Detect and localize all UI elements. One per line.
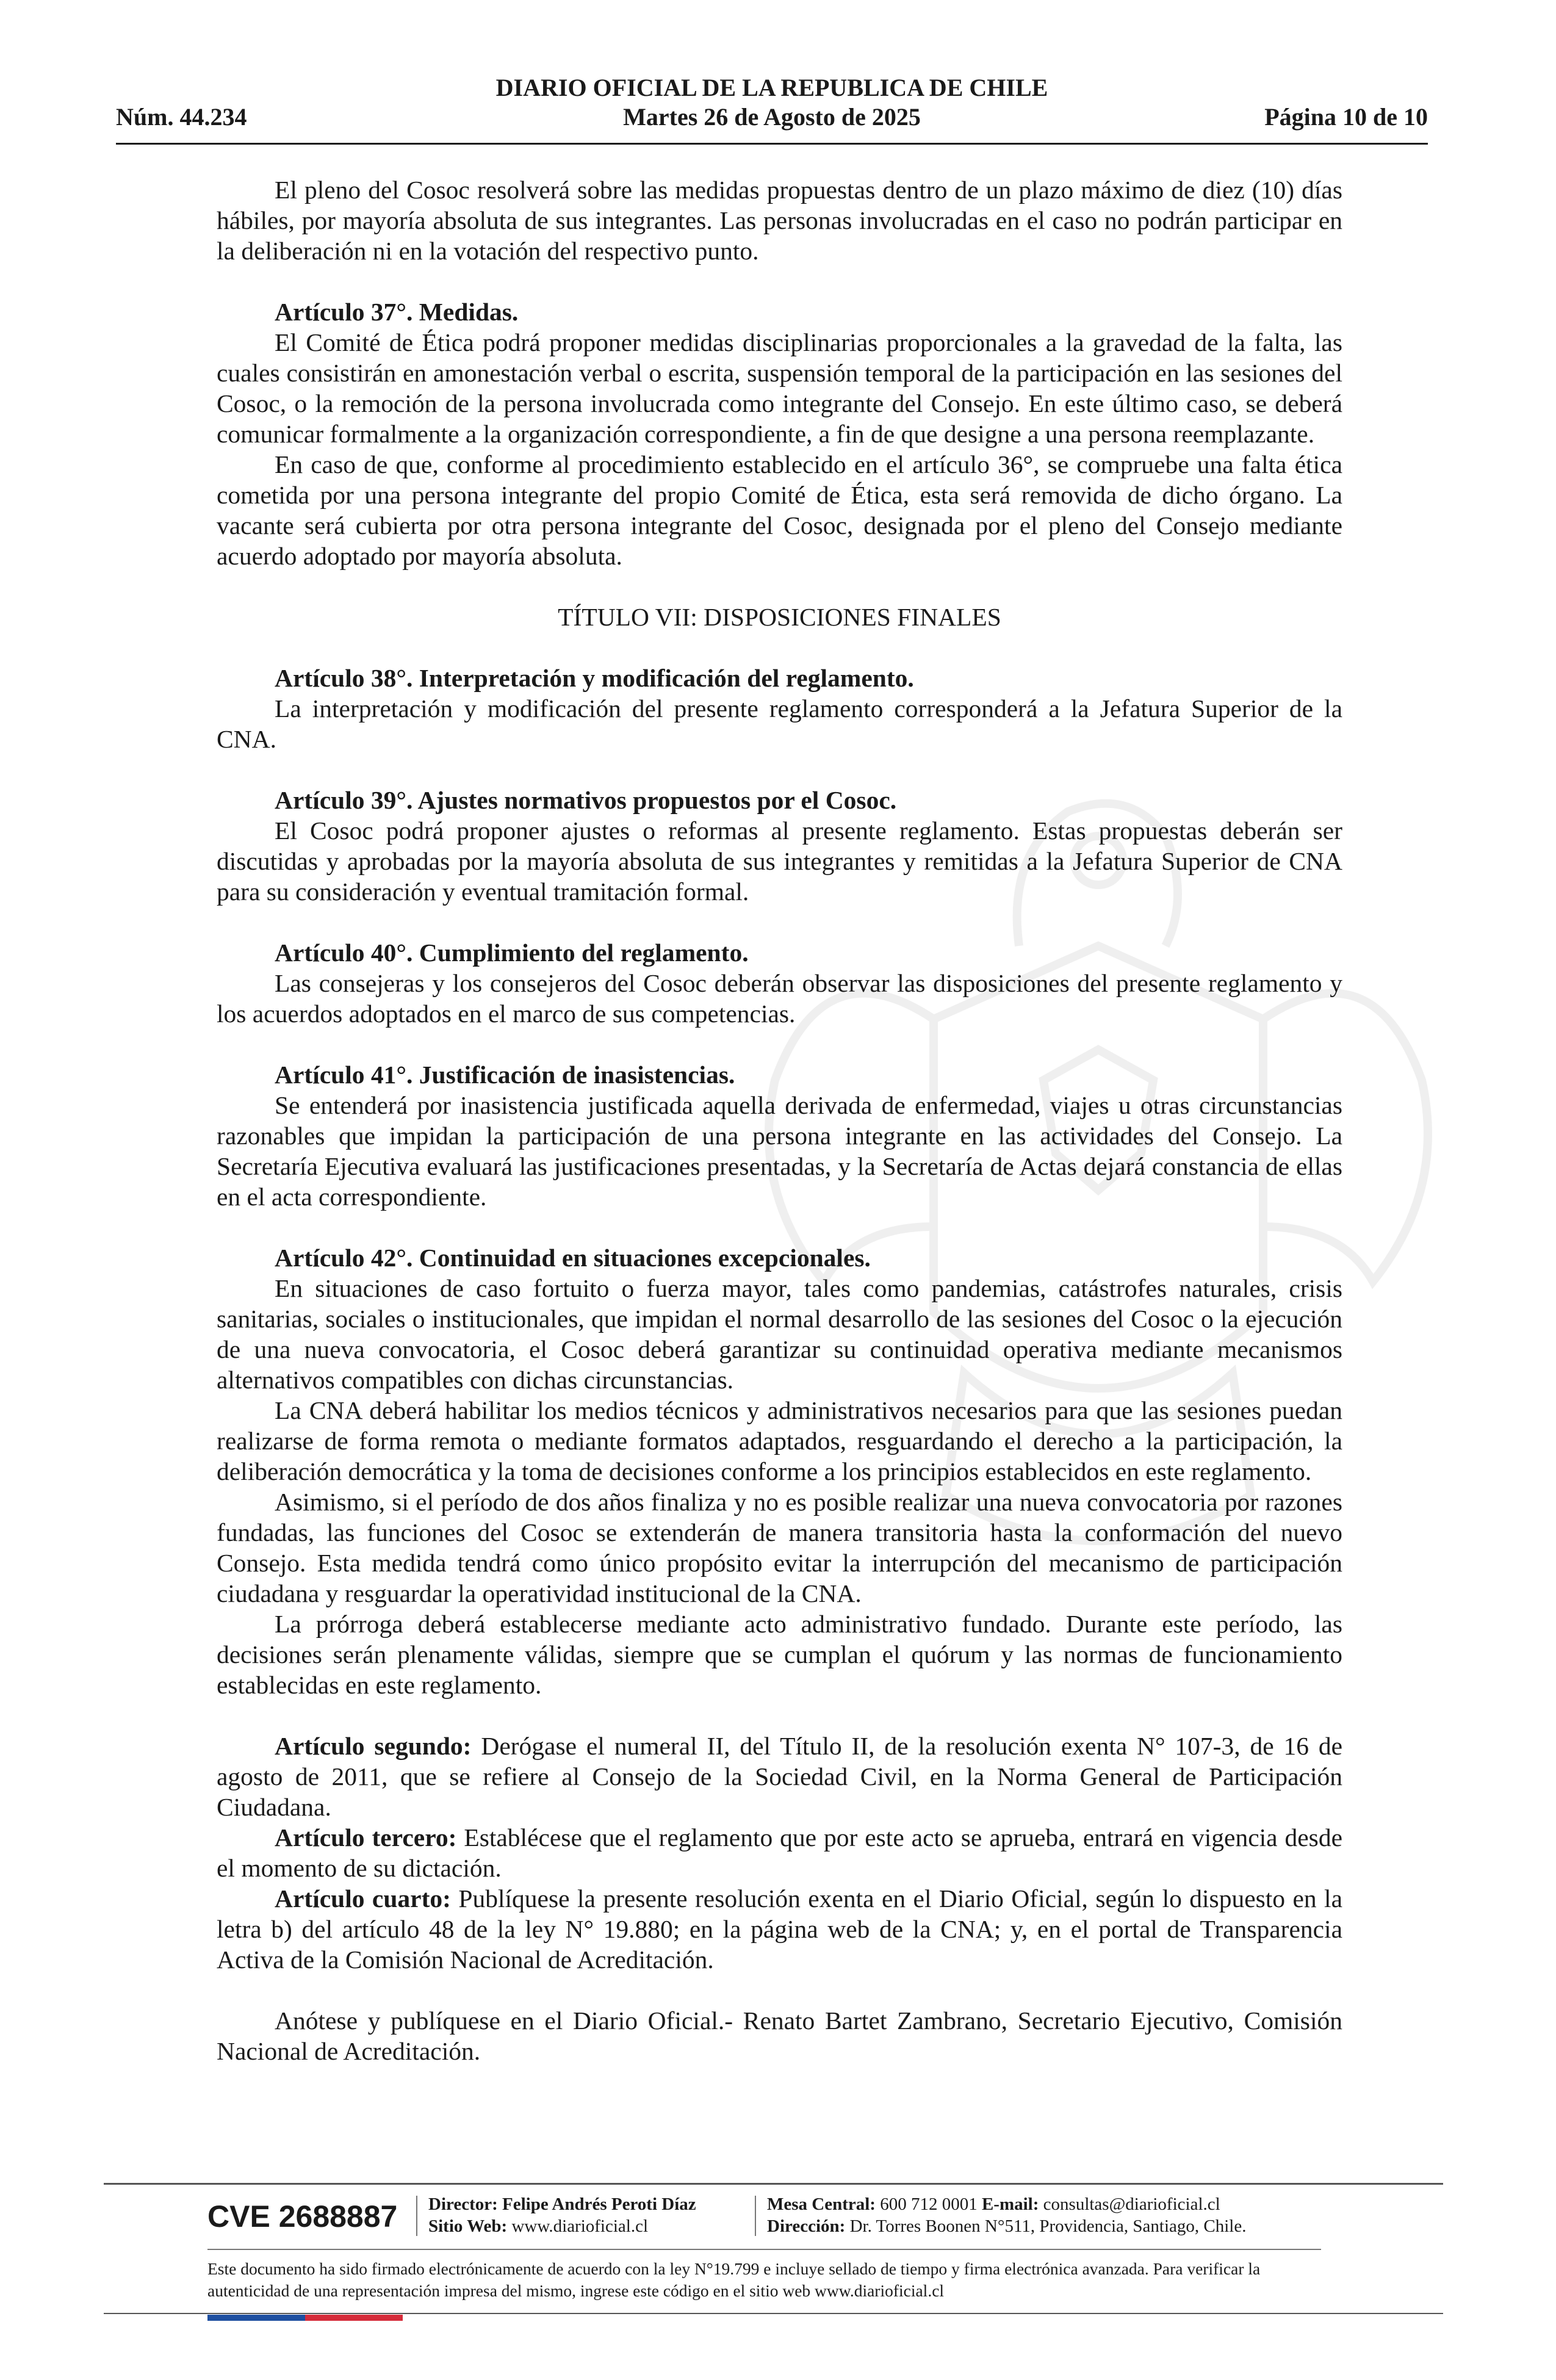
footer-divider [207, 2249, 1321, 2250]
paragraph: El pleno del Cosoc resolverá sobre las medidas propuestas dentro de un plazo máximo de diez (10) días hábiles, por mayoría absoluta de sus integrantes. Las personas involucradas en el caso no podrán participar en la deliberación ni en la votación del respectivo punto. [217, 176, 1342, 265]
article-heading: Artículo 41°. Justificación de inasistencias. [275, 1061, 735, 1089]
website-link[interactable]: www.diarioficial.cl [511, 2216, 649, 2236]
article-heading: Artículo 39°. Ajustes normativos propuestos por el Cosoc. [275, 786, 897, 814]
article-tercero [217, 1822, 1342, 1883]
address-label: Dirección: [767, 2216, 846, 2236]
article-label: Artículo cuarto: [275, 1884, 451, 1913]
closing-paragraph: Anótese y publíquese en el Diario Oficial.- Renato Bartet Zambrano, Secretario Ejecutivo, Comisión Nacional de Acreditación. [217, 2007, 1342, 2065]
page-footer [207, 2191, 1367, 2240]
director-label: Director: [428, 2194, 498, 2214]
publication-title: DIARIO OFICIAL DE LA REPUBLICA DE CHILE [495, 74, 1048, 101]
footer-divider [104, 2313, 1443, 2314]
footer-divider [104, 2183, 1443, 2185]
article-cuarto [217, 1883, 1342, 1975]
paragraph: La prórroga deberá establecerse mediante acto administrativo fundado. Durante este período, las decisiones serán plenamente válidas, siempre que se cumplan el quórum y las normas de funcionamiento establecidas en este reglamento. [217, 1610, 1342, 1699]
paragraph: El Cosoc podrá proponer ajustes o reformas al presente reglamento. Estas propuestas deberán ser discutidas y aprobadas por la mayoría absoluta de sus integrantes y remitidas a la Jefatura Superior de CNA para su consideración y eventual tramitación formal. [217, 817, 1342, 906]
article-heading: Artículo 42°. Continuidad en situaciones excepcionales. [275, 1244, 871, 1272]
paragraph: El Comité de Ética podrá proponer medidas disciplinarias proporcionales a la gravedad de la falta, las cuales consistirán en amonestación verbal o escrita, suspensión temporal de la participación en las sesiones del Cosoc, o la remoción de la persona involucrada como integrante del Consejo. En este último caso, se deberá comunicar formalmente a la organización correspondiente, a fin de que designe a una persona reemplazante. [217, 328, 1342, 448]
paragraph: En situaciones de caso fortuito o fuerza mayor, tales como pandemias, catástrofes naturales, crisis sanitarias, sociales o institucionales, que impidan el normal desarrollo de las sesiones del Cosoc o la ejecución de una nueva convocatoria, el Cosoc deberá garantizar su continuidad operativa mediante mecanismos alternativos compatibles con dichas circunstancias. [217, 1274, 1342, 1394]
email-label: E-mail: [981, 2194, 1039, 2214]
email-link[interactable]: consultas@diarioficial.cl [1043, 2194, 1220, 2214]
article-label: Artículo tercero: [275, 1823, 457, 1852]
article-label: Artículo segundo: [275, 1732, 472, 1760]
paragraph: En caso de que, conforme al procedimiento establecido en el artículo 36°, se compruebe una falta ética cometida por una persona integrante del propio Comité de Ética, esta será removida de dicho órgano. La vacante será cubierta por otra persona integrante del Cosoc, designada por el pleno del Consejo mediante acuerdo adoptado por mayoría absoluta. [217, 450, 1342, 570]
footer-separator [755, 2196, 756, 2236]
footer-director-block [428, 2193, 696, 2237]
cve-code: CVE 2688887 [207, 2199, 398, 2234]
article-heading: Artículo 40°. Cumplimiento del reglamento. [275, 939, 749, 967]
paragraph: Asimismo, si el período de dos años finaliza y no es posible realizar una nueva convocatoria por razones fundadas, las funciones del Cosoc se extenderán de manera transitoria hasta la conformación del nuevo Consejo. Esta medida tendrá como único propósito evitar la interrupción del mecanismo de participación ciudadana y resguardar la operatividad institucional de la CNA. [217, 1488, 1342, 1607]
flag-stripe-red [305, 2315, 403, 2321]
issue-date: Martes 26 de Agosto de 2025 [623, 103, 921, 131]
article-segundo [217, 1731, 1342, 1822]
header-divider [116, 143, 1428, 145]
flag-stripe-blue [207, 2315, 305, 2321]
article-text: Derógase el numeral II, del Título II, de la resolución exenta N° 107-3, de 16 de agosto de 2011, que se refiere al Consejo de la Sociedad Civil, en la Norma General de Participación Ciudadana. [217, 1732, 1342, 1821]
mesa-label: Mesa Central: [767, 2194, 876, 2214]
paragraph: Las consejeras y los consejeros del Cosoc deberán observar las disposiciones del presente reglamento y los acuerdos adoptados en el marco de sus competencias. [217, 969, 1342, 1028]
article-text: Establécese que el reglamento que por este acto se aprueba, entrará en vigencia desde el momento de su dictación. [217, 1823, 1342, 1882]
director-name: Felipe Andrés Peroti Díaz [502, 2194, 696, 2214]
web-label: Sitio Web: [428, 2216, 508, 2236]
page-header [116, 73, 1428, 146]
paragraph: La interpretación y modificación del presente reglamento corresponderá a la Jefatura Superior de la CNA. [217, 694, 1342, 753]
header-center [116, 73, 1428, 132]
footer-separator [416, 2196, 417, 2236]
article-heading: Artículo 38°. Interpretación y modificación del reglamento. [275, 664, 914, 692]
paragraph: Se entenderá por inasistencia justificada aquella derivada de enfermedad, viajes u otras circunstancias razonables que impidan la participación de una persona integrante en las actividades del Consejo. La Secretaría Ejecutiva evaluará las justificaciones presentadas, y la Secretaría de Actas dejará constancia de ellas en el acta correspondiente. [217, 1091, 1342, 1211]
article-heading: Artículo 37°. Medidas. [275, 298, 519, 326]
section-title: TÍTULO VII: DISPOSICIONES FINALES [558, 603, 1001, 631]
footer-contact-block [767, 2193, 1246, 2237]
document-body [217, 175, 1342, 2066]
signature-notice: Este documento ha sido firmado electrónicamente de acuerdo con la ley N°19.799 e incluye sellado de tiempo y firma electrónica avanzada. Para verificar la autenticidad de una representación impresa del mismo, ingrese este código en el sitio web www.diarioficial.cl [207, 2259, 1261, 2300]
paragraph: La CNA deberá habilitar los medios técnicos y administrativos necesarios para que las sesiones puedan realizarse de forma remota o mediante formatos adaptados, resguardando el derecho a la participación, la deliberación democrática y la toma de decisiones conforme a los principios establecidos en este reglamento. [217, 1396, 1342, 1485]
address-text: Dr. Torres Boonen N°511, Providencia, Santiago, Chile. [849, 2216, 1247, 2236]
article-text: Publíquese la presente resolución exenta en el Diario Oficial, según lo dispuesto en la letra b) del artículo 48 de la ley N° 19.880; en la página web de la CNA; y, en el portal de Transparencia Activa de la Comisión Nacional de Acreditación. [217, 1884, 1342, 1974]
phone-number: 600 712 0001 [880, 2194, 978, 2214]
issue-number: Núm. 44.234 [116, 103, 247, 131]
page-indicator: Página 10 de 10 [1264, 103, 1428, 131]
